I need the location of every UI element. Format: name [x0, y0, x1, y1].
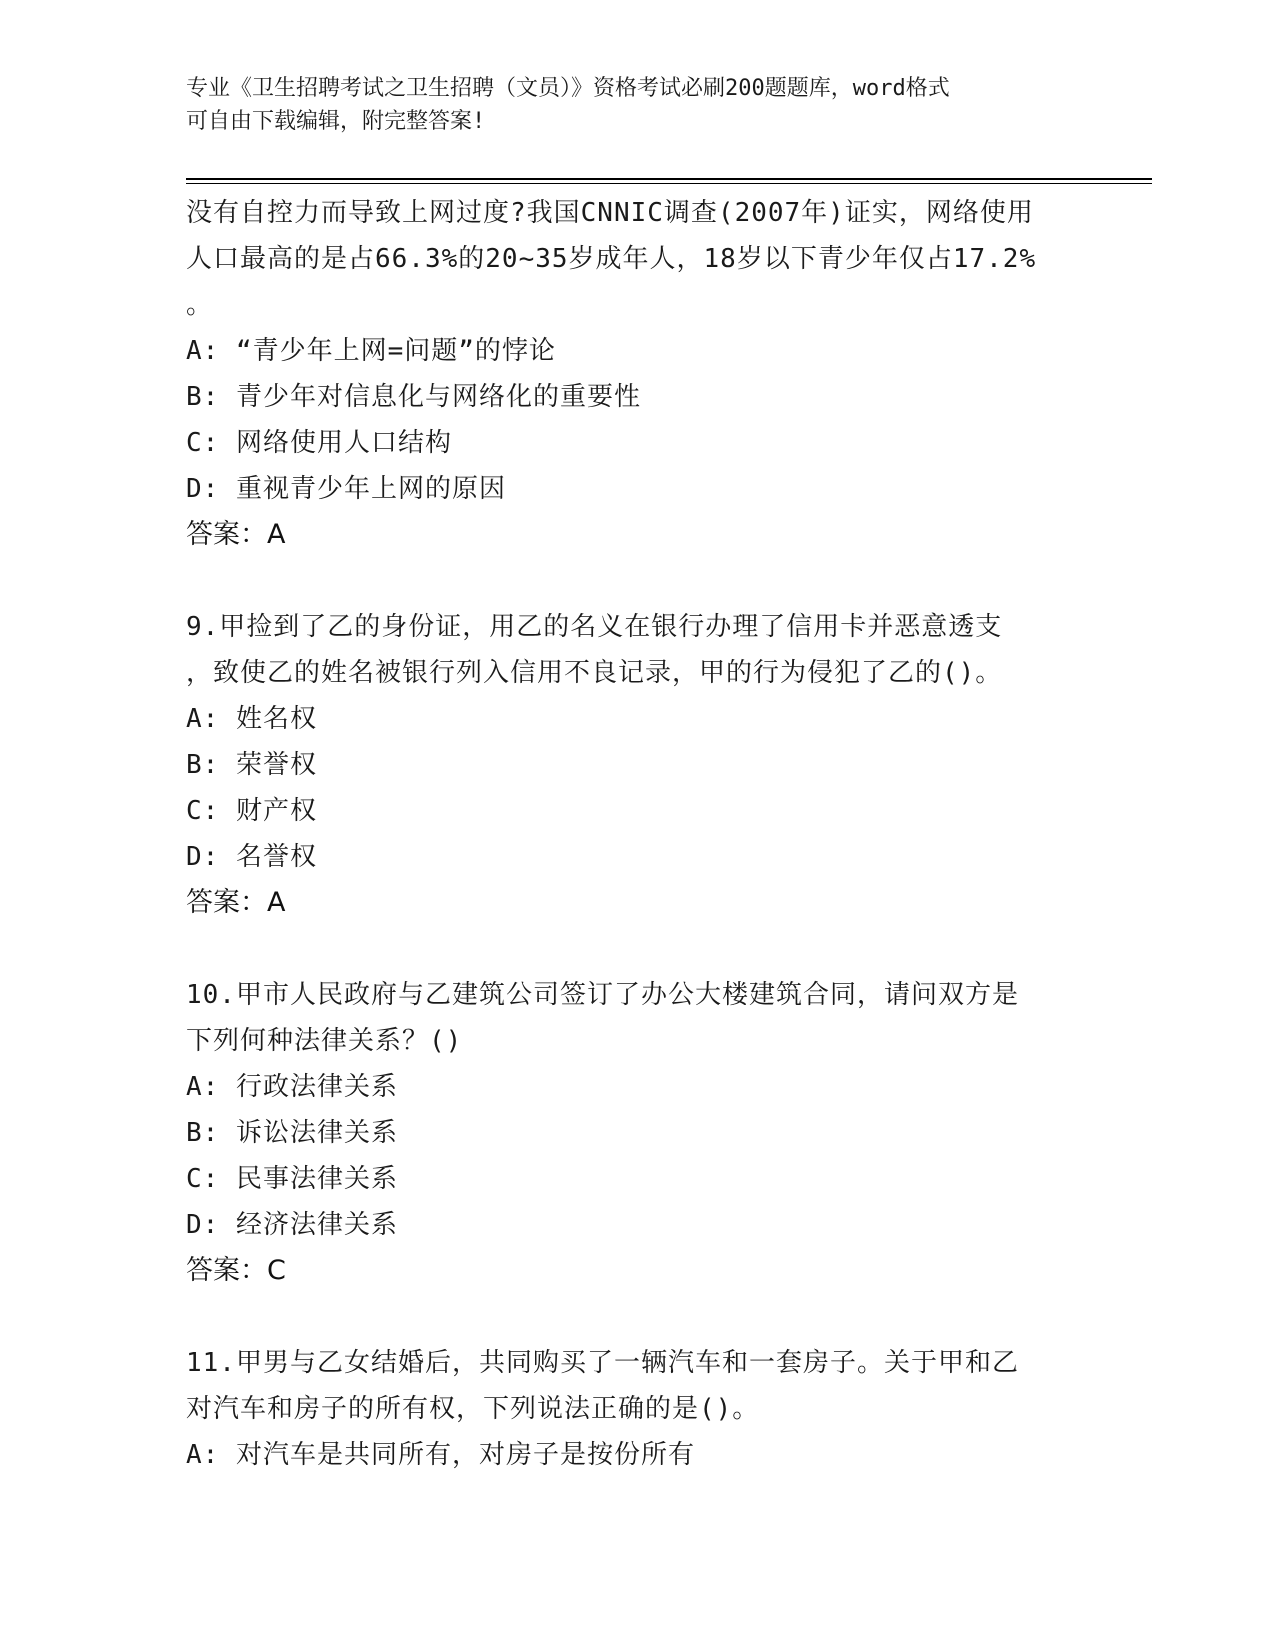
header-divider-thin — [186, 183, 1152, 184]
answer-label: 答案：A — [186, 887, 286, 918]
question-8 — [186, 190, 1086, 558]
header-title-line2: 可自由下载编辑，附完整答案! — [186, 109, 486, 134]
option-d: D: 名誉权 — [186, 842, 317, 872]
question-stem: 人口最高的是占66.3%的20~35岁成年人，18岁以下青少年仅占17.2% — [186, 244, 1037, 274]
question-stem: 。 — [186, 290, 214, 320]
document-header — [186, 72, 1086, 138]
question-stem: 下列何种法律关系？() — [186, 1026, 463, 1056]
option-d: D: 重视青少年上网的原因 — [186, 474, 506, 504]
header-divider-thick — [186, 178, 1152, 180]
option-b: B: 荣誉权 — [186, 750, 317, 780]
option-d: D: 经济法律关系 — [186, 1210, 398, 1240]
question-list — [186, 190, 1086, 1478]
header-title-line1: 专业《卫生招聘考试之卫生招聘（文员）》资格考试必刷200题题库，word格式 — [186, 76, 950, 101]
question-stem: 对汽车和房子的所有权，下列说法正确的是()。 — [186, 1394, 760, 1424]
question-11 — [186, 1340, 1086, 1478]
answer-label: 答案：C — [186, 1255, 286, 1286]
question-stem: 没有自控力而导致上网过度?我国CNNIC调查(2007年)证实，网络使用 — [186, 198, 1034, 228]
question-stem: 9.甲捡到了乙的身份证，用乙的名义在银行办理了信用卡并恶意透支 — [186, 612, 1003, 642]
question-stem: ，致使乙的姓名被银行列入信用不良记录，甲的行为侵犯了乙的()。 — [186, 658, 1003, 688]
option-c: C: 财产权 — [186, 796, 317, 826]
question-10 — [186, 972, 1086, 1294]
option-b: B: 青少年对信息化与网络化的重要性 — [186, 382, 641, 412]
question-stem: 11.甲男与乙女结婚后，共同购买了一辆汽车和一套房子。关于甲和乙 — [186, 1348, 1019, 1378]
question-9 — [186, 604, 1086, 926]
question-spacer — [186, 926, 1086, 972]
question-stem: 10.甲市人民政府与乙建筑公司签订了办公大楼建筑合同，请问双方是 — [186, 980, 1019, 1010]
answer-label: 答案：A — [186, 519, 286, 550]
question-spacer — [186, 558, 1086, 604]
option-a: A: 行政法律关系 — [186, 1072, 398, 1102]
option-a: A: 对汽车是共同所有，对房子是按份所有 — [186, 1440, 695, 1470]
option-a: A: 姓名权 — [186, 704, 317, 734]
question-spacer — [186, 1294, 1086, 1340]
option-b: B: 诉讼法律关系 — [186, 1118, 398, 1148]
option-a: A: “青少年上网=问题”的悖论 — [186, 336, 556, 366]
option-c: C: 网络使用人口结构 — [186, 428, 452, 458]
option-c: C: 民事法律关系 — [186, 1164, 398, 1194]
